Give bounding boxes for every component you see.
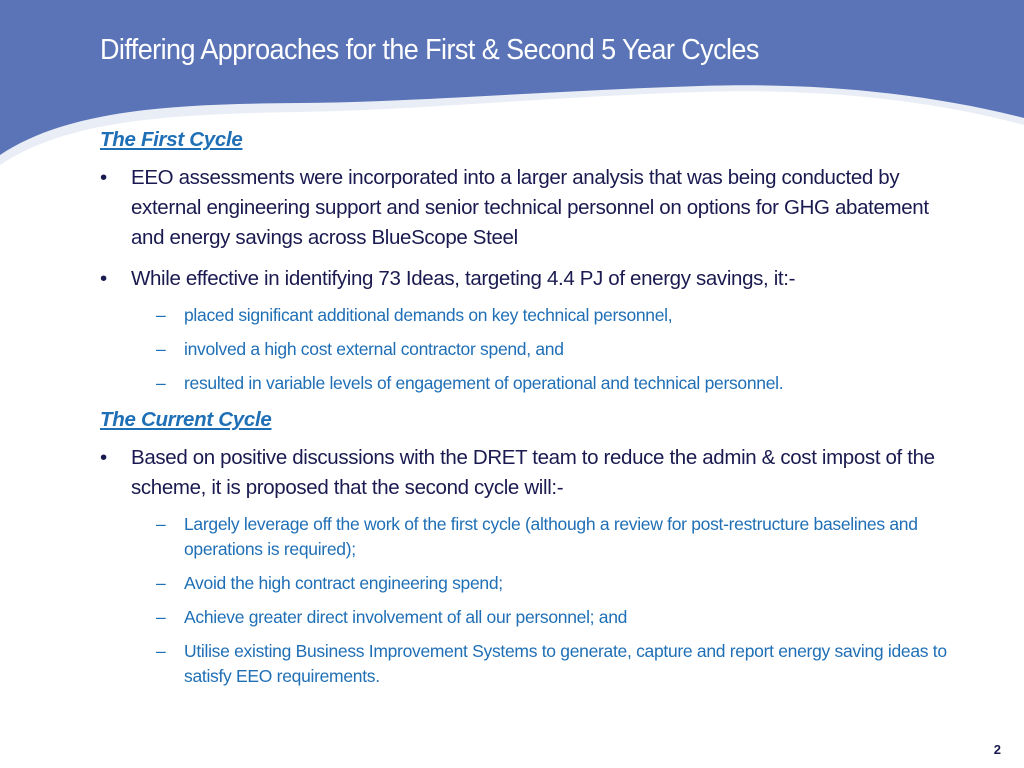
dash-marker: –	[156, 641, 166, 661]
bullet-text: EEO assessments were incorporated into a larger analysis that was being conducted by external engineering support and senior technical personnel on options for GHG abatement and energy savings across BlueScope Steel	[131, 166, 929, 249]
bullet-text: Based on positive discussions with the DRET team to reduce the admin & cost impost of the scheme, it is proposed that the second cycle will:-	[131, 446, 935, 499]
bullet-marker: •	[100, 446, 107, 469]
dash-marker: –	[156, 339, 166, 359]
page-number: 2	[993, 742, 1001, 757]
dash-marker: –	[156, 373, 166, 393]
bullet-item	[100, 443, 960, 503]
sub-bullet-item	[100, 571, 960, 596]
sub-bullet-item	[100, 639, 960, 689]
bullet-marker: •	[100, 166, 107, 189]
bullet-item	[100, 163, 960, 253]
sub-bullet-item	[100, 512, 960, 562]
sub-bullet-item	[100, 605, 960, 630]
sub-bullet-text: Largely leverage off the work of the first cycle (although a review for post-restructure baselines and operations is required);	[184, 514, 918, 559]
dash-marker: –	[156, 514, 166, 534]
first-cycle-heading: The First Cycle	[100, 128, 243, 151]
sub-bullet-item	[100, 303, 960, 328]
sub-bullet-item	[100, 337, 960, 362]
bullet-marker: •	[100, 267, 107, 290]
sub-bullet-text: Avoid the high contract engineering spend;	[184, 573, 503, 593]
sub-bullet-text: resulted in variable levels of engagement of operational and technical personnel.	[184, 373, 784, 393]
dash-marker: –	[156, 305, 166, 325]
bullet-text: While effective in identifying 73 Ideas, targeting 4.4 PJ of energy savings, it:-	[131, 267, 796, 290]
current-cycle-heading: The Current Cycle	[100, 408, 272, 431]
sub-bullet-text: Utilise existing Business Improvement Systems to generate, capture and report energy saving ideas to satisfy EEO requirements.	[184, 641, 947, 686]
sub-bullet-text: placed significant additional demands on key technical personnel,	[184, 305, 673, 325]
dash-marker: –	[156, 607, 166, 627]
slide-title: Differing Approaches for the First & Second 5 Year Cycles	[100, 34, 759, 66]
sub-bullet-item	[100, 371, 960, 396]
dash-marker: –	[156, 573, 166, 593]
bullet-item	[100, 264, 960, 294]
sub-bullet-text: Achieve greater direct involvement of all our personnel; and	[184, 607, 628, 627]
sub-bullet-text: involved a high cost external contractor spend, and	[184, 339, 564, 359]
slide-content	[100, 128, 960, 689]
